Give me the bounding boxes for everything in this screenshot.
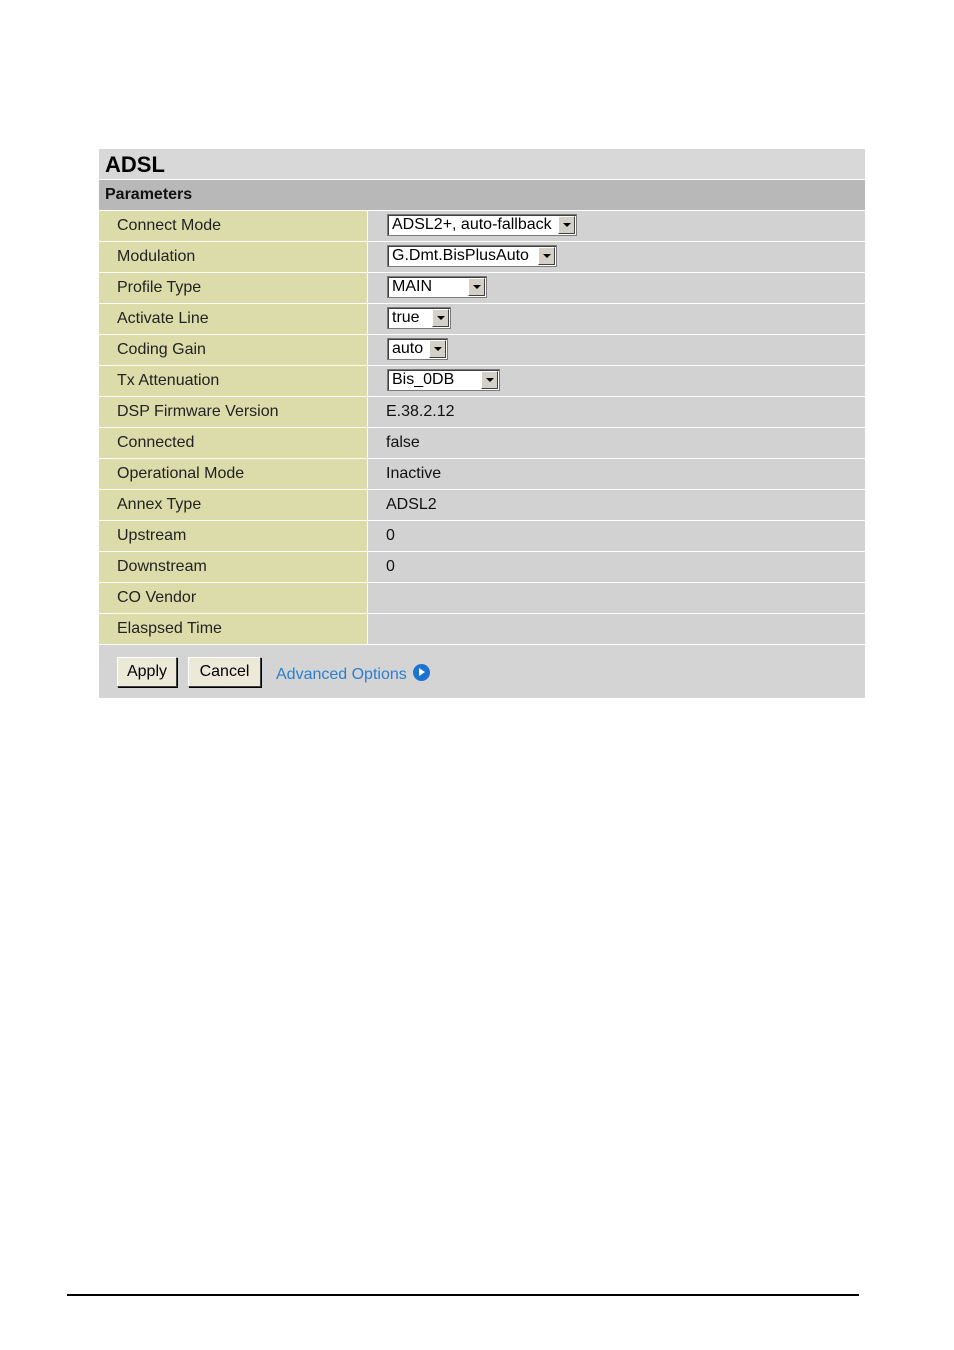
row-coding-gain bbox=[99, 335, 865, 366]
modulation-value: G.Dmt.BisPlusAuto bbox=[392, 247, 529, 264]
row-connect-mode bbox=[99, 211, 865, 242]
elapsed-time-value bbox=[368, 614, 865, 644]
profile-type-cell bbox=[368, 273, 865, 303]
activate-line-cell bbox=[368, 304, 865, 334]
connect-mode-value: ADSL2+, auto-fallback bbox=[392, 216, 552, 233]
modulation-cell bbox=[368, 242, 865, 272]
operational-mode-value: Inactive bbox=[368, 459, 865, 489]
chevron-down-icon[interactable] bbox=[481, 371, 498, 389]
row-modulation bbox=[99, 242, 865, 273]
modulation-label: Modulation bbox=[99, 242, 368, 272]
profile-type-select[interactable] bbox=[387, 276, 487, 298]
row-upstream bbox=[99, 521, 865, 552]
connected-value: false bbox=[368, 428, 865, 458]
coding-gain-cell bbox=[368, 335, 865, 365]
chevron-down-icon[interactable] bbox=[558, 216, 575, 234]
arrow-right-circle-icon[interactable] bbox=[413, 664, 430, 681]
row-profile-type bbox=[99, 273, 865, 304]
form-footer bbox=[99, 645, 865, 698]
downstream-value: 0 bbox=[368, 552, 865, 582]
profile-type-label: Profile Type bbox=[99, 273, 368, 303]
cancel-button[interactable]: Cancel bbox=[188, 657, 261, 687]
chevron-down-icon[interactable] bbox=[432, 309, 449, 327]
row-annex-type bbox=[99, 490, 865, 521]
apply-button[interactable]: Apply bbox=[117, 657, 177, 687]
coding-gain-label: Coding Gain bbox=[99, 335, 368, 365]
dsp-firmware-version-label: DSP Firmware Version bbox=[99, 397, 368, 427]
coding-gain-select[interactable] bbox=[387, 338, 448, 360]
row-downstream bbox=[99, 552, 865, 583]
annex-type-value: ADSL2 bbox=[368, 490, 865, 520]
elapsed-time-label: Elaspsed Time bbox=[99, 614, 368, 644]
profile-type-value: MAIN bbox=[392, 278, 432, 295]
downstream-label: Downstream bbox=[99, 552, 368, 582]
modulation-select[interactable] bbox=[387, 245, 557, 267]
chevron-down-icon[interactable] bbox=[429, 340, 446, 358]
section-header: Parameters bbox=[99, 180, 865, 211]
connect-mode-select[interactable] bbox=[387, 214, 577, 236]
row-connected bbox=[99, 428, 865, 459]
chevron-down-icon[interactable] bbox=[468, 278, 485, 296]
coding-gain-value: auto bbox=[392, 340, 424, 357]
tx-attenuation-cell bbox=[368, 366, 865, 396]
connect-mode-label: Connect Mode bbox=[99, 211, 368, 241]
advanced-options-link[interactable] bbox=[276, 662, 430, 688]
connected-label: Connected bbox=[99, 428, 368, 458]
tx-attenuation-value: Bis_0DB bbox=[392, 371, 455, 388]
row-co-vendor bbox=[99, 583, 865, 614]
activate-line-value: true bbox=[392, 309, 420, 326]
row-activate-line bbox=[99, 304, 865, 335]
activate-line-label: Activate Line bbox=[99, 304, 368, 334]
page-footer-rule bbox=[67, 1294, 859, 1296]
dsp-firmware-version-value: E.38.2.12 bbox=[368, 397, 865, 427]
row-tx-attenuation bbox=[99, 366, 865, 397]
co-vendor-label: CO Vendor bbox=[99, 583, 368, 613]
row-operational-mode bbox=[99, 459, 865, 490]
upstream-label: Upstream bbox=[99, 521, 368, 551]
advanced-options-label: Advanced Options bbox=[276, 666, 407, 683]
tx-attenuation-select[interactable] bbox=[387, 369, 500, 391]
chevron-down-icon[interactable] bbox=[538, 247, 555, 265]
adsl-panel bbox=[99, 149, 865, 698]
operational-mode-label: Operational Mode bbox=[99, 459, 368, 489]
co-vendor-value bbox=[368, 583, 865, 613]
row-dsp-firmware-version bbox=[99, 397, 865, 428]
connect-mode-cell bbox=[368, 211, 865, 241]
upstream-value: 0 bbox=[368, 521, 865, 551]
annex-type-label: Annex Type bbox=[99, 490, 368, 520]
row-elapsed-time bbox=[99, 614, 865, 645]
activate-line-select[interactable] bbox=[387, 307, 451, 329]
page-title: ADSL bbox=[99, 149, 865, 180]
tx-attenuation-label: Tx Attenuation bbox=[99, 366, 368, 396]
